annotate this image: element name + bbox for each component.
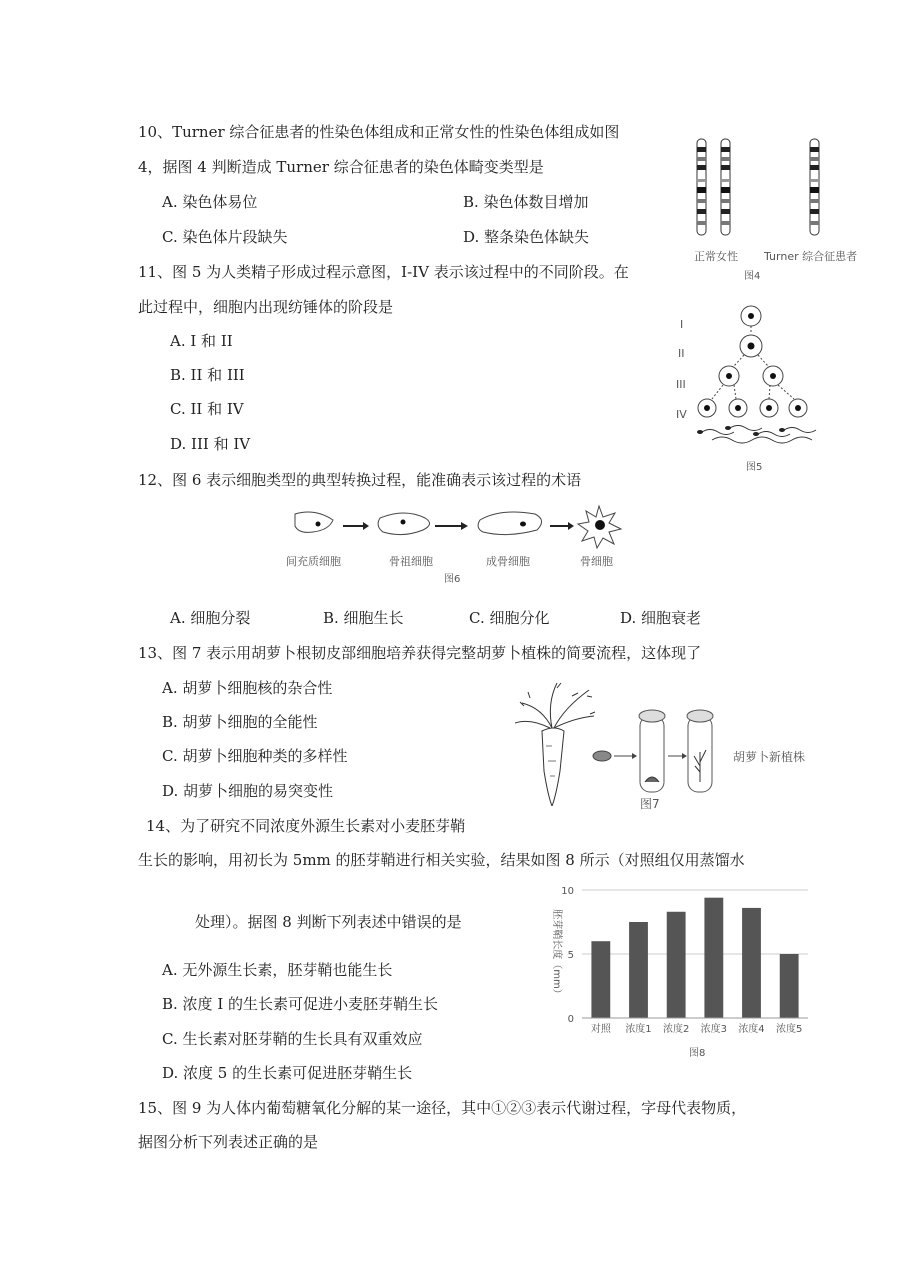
x-tick-label: 浓度2: [662, 1024, 690, 1035]
q10-line2: 4，据图 4 判断造成 Turner 综合征患者的染色体畸变类型是: [138, 158, 544, 176]
figure-8-bar-chart: [540, 880, 815, 1050]
q15-line2: 据图分析下列表述正确的是: [138, 1133, 319, 1151]
bar-2: [667, 912, 686, 1018]
q12-option-c: C. 细胞分化: [469, 609, 550, 627]
q14-line1: 14、为了研究不同浓度外源生长素对小麦胚芽鞘: [146, 817, 466, 835]
fig4-label-normal: 正常女性: [694, 250, 738, 263]
q12-line1: 12、图 6 表示细胞类型的典型转换过程，能准确表示该过程的术语: [138, 471, 582, 489]
x-tick-label: 对照: [590, 1024, 611, 1035]
y-tick-label: 0: [567, 1014, 574, 1025]
q14-option-d: D. 浓度 5 的生长素可促进胚芽鞘生长: [162, 1064, 413, 1082]
q15-line1: 15、图 9 为人体内葡萄糖氧化分解的某一途径，其中①②③表示代谢过程，字母代表物质，: [138, 1099, 747, 1117]
chromosome-x-normal-1: [697, 139, 706, 235]
q11-option-c: C. II 和 IV: [170, 400, 244, 418]
q14-option-b: B. 浓度 I 的生长素可促进小麦胚芽鞘生长: [162, 995, 439, 1013]
x-tick-label: 浓度4: [738, 1024, 765, 1035]
q14-line2: 生长的影响，用初长为 5mm 的胚芽鞘进行相关实验，结果如图 8 所示（对照组仅用蒸馏水: [138, 851, 745, 869]
q13-option-c: C. 胡萝卜细胞种类的多样性: [162, 747, 348, 765]
q14-line3: 处理）。据图 8 判断下列表述中错误的是: [195, 913, 462, 931]
carrot-leaves: [515, 683, 595, 728]
y-tick-label: 10: [561, 886, 574, 897]
chromosome-x-normal-2: [721, 139, 730, 235]
q11-option-a: A. I 和 II: [170, 332, 233, 350]
q13-option-a: A. 胡萝卜细胞核的杂合性: [162, 679, 333, 697]
bar-0: [591, 941, 610, 1018]
q10-option-c: C. 染色体片段缺失: [162, 228, 288, 246]
fig6-label-osteocyte: 骨细胞: [580, 555, 613, 568]
test-tube-2: [687, 710, 713, 792]
q10-line1: 10、Turner 综合征患者的性染色体组成和正常女性的性染色体组成如图: [138, 123, 620, 141]
fig5-stage-label-1: I: [680, 318, 684, 331]
y-axis-label: 胚芽鞘长度（mm）: [551, 909, 562, 999]
fig5-caption: 图5: [746, 462, 763, 473]
fig6-label-mesenchymal: 间充质细胞: [286, 555, 341, 568]
bar-3: [704, 898, 723, 1018]
q12-option-a: A. 细胞分裂: [170, 609, 251, 627]
fig6-caption: 图6: [444, 574, 461, 585]
y-tick-label: 5: [567, 950, 574, 961]
q12-option-b: B. 细胞生长: [323, 609, 404, 627]
test-tube-1: [639, 710, 665, 792]
fig7-caption: 图7: [640, 797, 660, 811]
chromosome-x-turner: [810, 139, 819, 235]
mesenchymal-cell: [295, 512, 333, 532]
q14-option-a: A. 无外源生长素，胚芽鞘也能生长: [162, 961, 393, 979]
q14-option-c: C. 生长素对胚芽鞘的生长具有双重效应: [162, 1030, 423, 1048]
q10-option-a: A. 染色体易位: [162, 193, 258, 211]
q10-option-b: B. 染色体数目增加: [463, 193, 589, 211]
x-tick-label: 浓度1: [625, 1024, 652, 1035]
q11-option-d: D. III 和 IV: [170, 435, 251, 453]
q11-option-b: B. II 和 III: [170, 366, 245, 384]
q13-line1: 13、图 7 表示用胡萝卜根韧皮部细胞培养获得完整胡萝卜植株的简要流程，这体现了: [138, 644, 702, 662]
q13-option-d: D. 胡萝卜细胞的易突变性: [162, 782, 334, 800]
fig6-label-osteoblast: 成骨细胞: [486, 555, 530, 568]
q10-option-d: D. 整条染色体缺失: [463, 228, 590, 246]
fig6-label-osteoprogenitor: 骨祖细胞: [389, 555, 433, 568]
x-tick-label: 浓度3: [700, 1024, 728, 1035]
sperm-cells: [702, 426, 816, 444]
osteoblast-cell: [478, 512, 541, 535]
fig5-stage-label-2: II: [678, 347, 685, 360]
fig4-caption: 图4: [744, 271, 761, 282]
bar-4: [742, 908, 761, 1018]
fig5-stage-label-3: III: [676, 378, 686, 391]
figure-7-carrot-culture: [512, 676, 722, 806]
q11-line2: 此过程中，细胞内出现纺锤体的阶段是: [138, 298, 394, 316]
fig5-stage-label-4: IV: [676, 408, 687, 421]
fig7-label: 胡萝卜新植株: [733, 750, 806, 764]
q12-option-d: D. 细胞衰老: [620, 609, 702, 627]
carrot-slice: [593, 751, 611, 761]
bar-5: [780, 954, 799, 1018]
x-tick-label: 浓度5: [775, 1024, 803, 1035]
fig4-label-turner: Turner 综合征患者: [764, 250, 858, 263]
fig8-caption: 图8: [689, 1048, 706, 1059]
figure-5-spermatogenesis: [672, 300, 832, 460]
bar-1: [629, 922, 648, 1018]
q11-line1: 11、图 5 为人类精子形成过程示意图，I-IV 表示该过程中的不同阶段。在: [138, 263, 629, 281]
carrot-root: [542, 728, 564, 806]
q13-option-b: B. 胡萝卜细胞的全能性: [162, 713, 318, 731]
figure-6-cell-types: [285, 500, 635, 550]
